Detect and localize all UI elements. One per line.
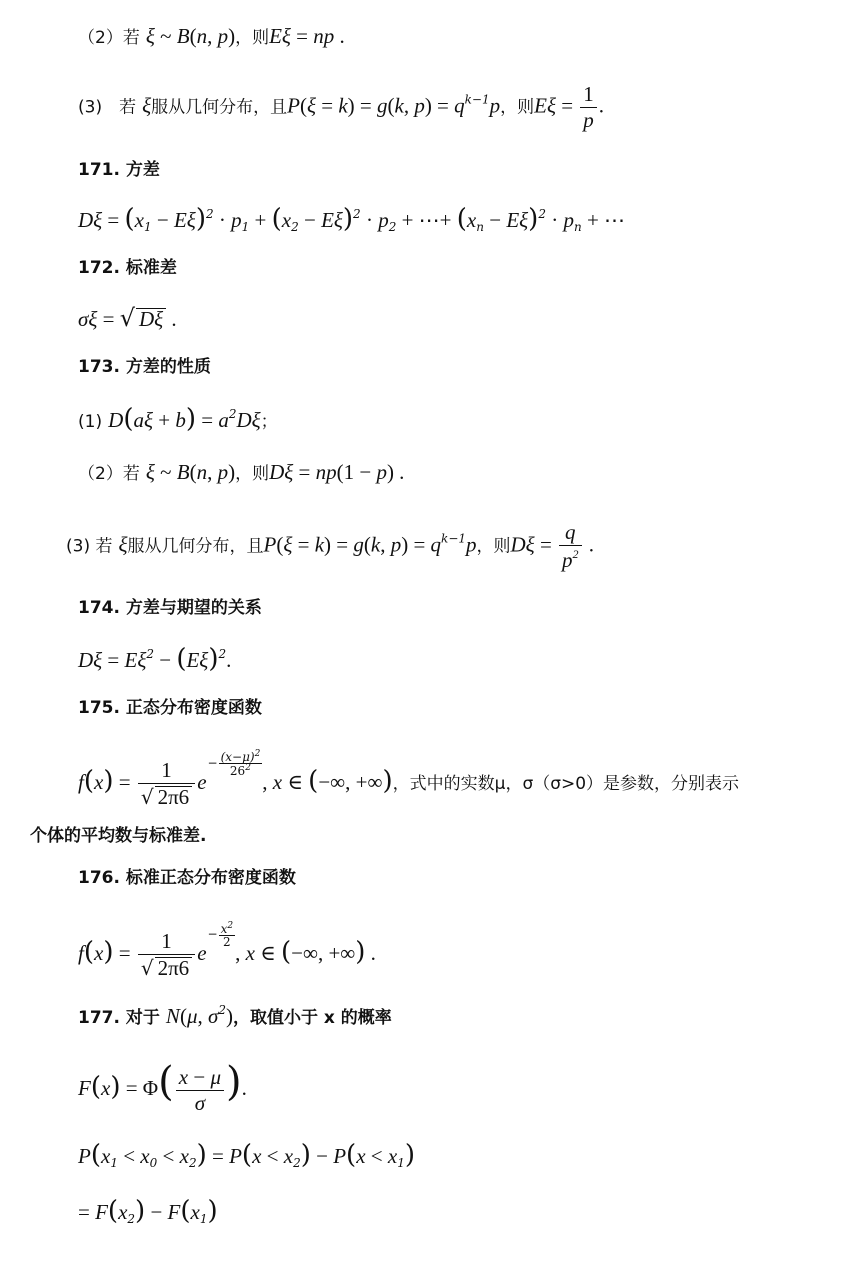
end-punct: ； — [260, 412, 278, 432]
fraction-one-over-sqrt: $\frac{1}{√ 2\pi 6}$ — [138, 760, 195, 808]
heading-177: 177. 对于 N(μ, $\sigma^2$)，取值小于 x 的概率 — [78, 1003, 392, 1028]
variance-property-3: (3) 若 ξ服从几何分布，且P(ξ = k) = g(k, $p) = q^{k-1}p$，则Dξ = $\frac{q}{p^2}$ . — [66, 520, 595, 572]
cdf-difference-formula: = $F(x_2) - F(x_1)$ — [78, 1196, 218, 1226]
separator-text: ，则 — [235, 464, 270, 484]
item-label: (1) — [78, 412, 103, 432]
interval-probability-formula: $P(x_1 < x_0 < x_2) = P(x < x_2) - P(x < x_1)$ — [78, 1140, 415, 1170]
variance-expectation-relation: $D\xi = E\xi^2 - (E\xi)^2$. — [78, 644, 232, 674]
variance-property-1: (1) $D(a\xi + b) = a^2D\xi$； — [78, 404, 278, 434]
heading-172: 172. 标准差 — [78, 258, 177, 278]
item-label: (3) 若 — [78, 97, 137, 118]
expectation-binomial-line: （2）若 ξ ~ B(n, p)，则Eξ = np . — [78, 24, 345, 48]
fraction-one-over-p: $\frac{1}{p}$ — [580, 84, 597, 131]
item-label: (3) 若 — [66, 536, 113, 557]
item-label: （2）若 — [78, 28, 140, 48]
variance-formula: $D\xi = (x_1 - E\xi)^2 \cdot p_1 + (x_2 - E\xi)^2 \cdot p_2$ + ⋯+ $(x_n - E\xi)^2 \cdot p_n$ + ⋯ — [78, 204, 626, 234]
separator-text: ，则 — [476, 536, 511, 557]
heading-177-suffix: ，取值小于 x 的概率 — [232, 1008, 392, 1028]
cdf-formula: F(x) = Φ( $\frac{x - \mu}{\sigma}$ ). — [78, 1059, 247, 1115]
separator-text: ，则 — [235, 28, 270, 48]
heading-177-prefix: 177. 对于 — [78, 1008, 160, 1028]
variance-property-2: （2）若 ξ ~ B(n, p)，则Dξ = np(1 − p) . — [78, 460, 405, 484]
heading-176: 176. 标准正态分布密度函数 — [78, 868, 296, 888]
heading-175: 175. 正态分布密度函数 — [78, 698, 262, 718]
fraction-standardized: $\frac{x - \mu}{\sigma}$ — [176, 1067, 224, 1114]
separator-text: ，则 — [500, 97, 535, 118]
geometric-text: 服从几何分布，且 — [151, 97, 288, 118]
parameter-text: ，式中的实数μ，σ（σ>0）是参数，分别表示 — [392, 774, 740, 794]
geometric-text: 服从几何分布，且 — [127, 536, 264, 557]
parameter-text-continued: 个体的平均数与标准差. — [30, 826, 207, 846]
fraction-one-over-sqrt: $\frac{1}{√ 2\pi 6}$ — [138, 931, 195, 979]
standard-normal-density-formula: f(x) = $\frac{1}{√ 2\pi 6}$ e− $\frac{x^2}{2}$ , x ∈ (−∞, +∞) . — [78, 921, 376, 980]
std-dev-formula: σξ = √ Dξ . — [78, 304, 177, 332]
heading-174: 174. 方差与期望的关系 — [78, 598, 262, 618]
normal-density-formula: f(x) = $\frac{1}{√ 2\pi 6}$ e− $\frac{(x-\mu)^2}{26^2}$ , x ∈ (−∞, +∞)，式中的实数μ，σ（σ>0）是参数，分别表示 — [78, 749, 740, 809]
item-label: （2）若 — [78, 464, 140, 484]
fraction-q-over-p-squared: $\frac{q}{p^2}$ — [559, 522, 582, 571]
heading-173: 173. 方差的性质 — [78, 357, 211, 377]
heading-171: 171. 方差 — [78, 160, 160, 180]
expectation-geometric-line: (3) 若 ξ服从几何分布，且P(ξ = k) = g(k, $p) = q^{k-1}p$，则Eξ = $\frac{1}{p}$ . — [78, 82, 605, 132]
